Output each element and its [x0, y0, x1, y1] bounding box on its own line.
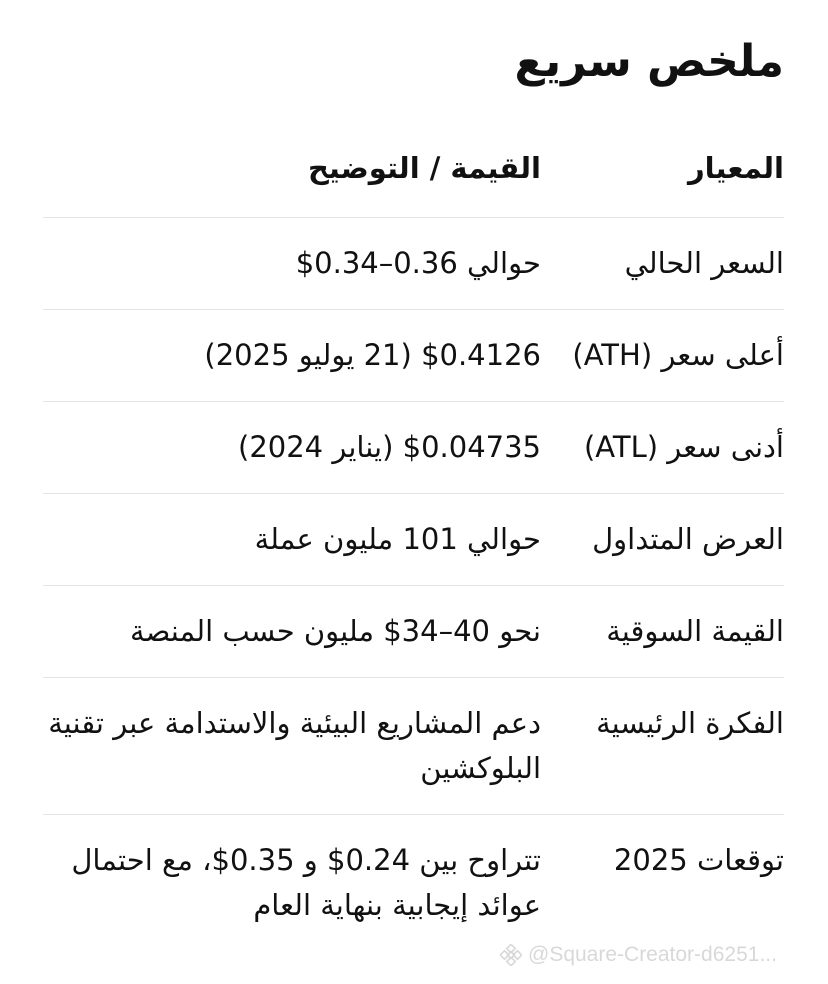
- header-criterion: المعيار: [687, 151, 784, 185]
- row-value: تتراوح بين ‎$0.24‎ و ‎$0.35‎، مع احتمال عوائد إيجابية بنهاية العام: [71, 843, 541, 922]
- table-row: [43, 310, 784, 402]
- row-value: دعم المشاريع البيئية والاستدامة عبر تقنية البلوكشين: [48, 706, 541, 785]
- table-row: [43, 678, 784, 815]
- table-row: [43, 586, 784, 678]
- row-value: نحو ‎$34–40‎ مليون حسب المنصة: [130, 614, 541, 648]
- row-value: حوالي 101 مليون عملة: [254, 522, 541, 556]
- table-row: [43, 815, 784, 951]
- row-value: ‎$0.04735‎ (يناير 2024): [238, 430, 541, 464]
- row-criterion: العرض المتداول: [592, 522, 784, 556]
- row-value: حوالي ‎$0.34–0.36‎: [295, 246, 541, 280]
- table-header-row: [43, 128, 784, 218]
- binance-logo-icon: [500, 944, 522, 966]
- row-value: ‎$0.4126‎ (21 يوليو 2025): [204, 338, 541, 372]
- table-row: [43, 402, 784, 494]
- table-row: [43, 494, 784, 586]
- page-title: ملخص سريع: [514, 36, 784, 87]
- row-criterion: أعلى سعر (ATH): [572, 338, 784, 372]
- watermark-text: @Square-Creator-d6251...: [528, 943, 777, 966]
- watermark: [500, 943, 777, 967]
- table-row: [43, 218, 784, 310]
- row-criterion: توقعات 2025: [613, 843, 784, 877]
- row-criterion: السعر الحالي: [624, 246, 784, 280]
- row-criterion: أدنى سعر (ATL): [583, 430, 784, 464]
- row-criterion: القيمة السوقية: [606, 614, 784, 648]
- summary-table: [43, 128, 784, 951]
- row-criterion: الفكرة الرئيسية: [596, 706, 784, 740]
- header-value: القيمة / التوضيح: [308, 151, 541, 185]
